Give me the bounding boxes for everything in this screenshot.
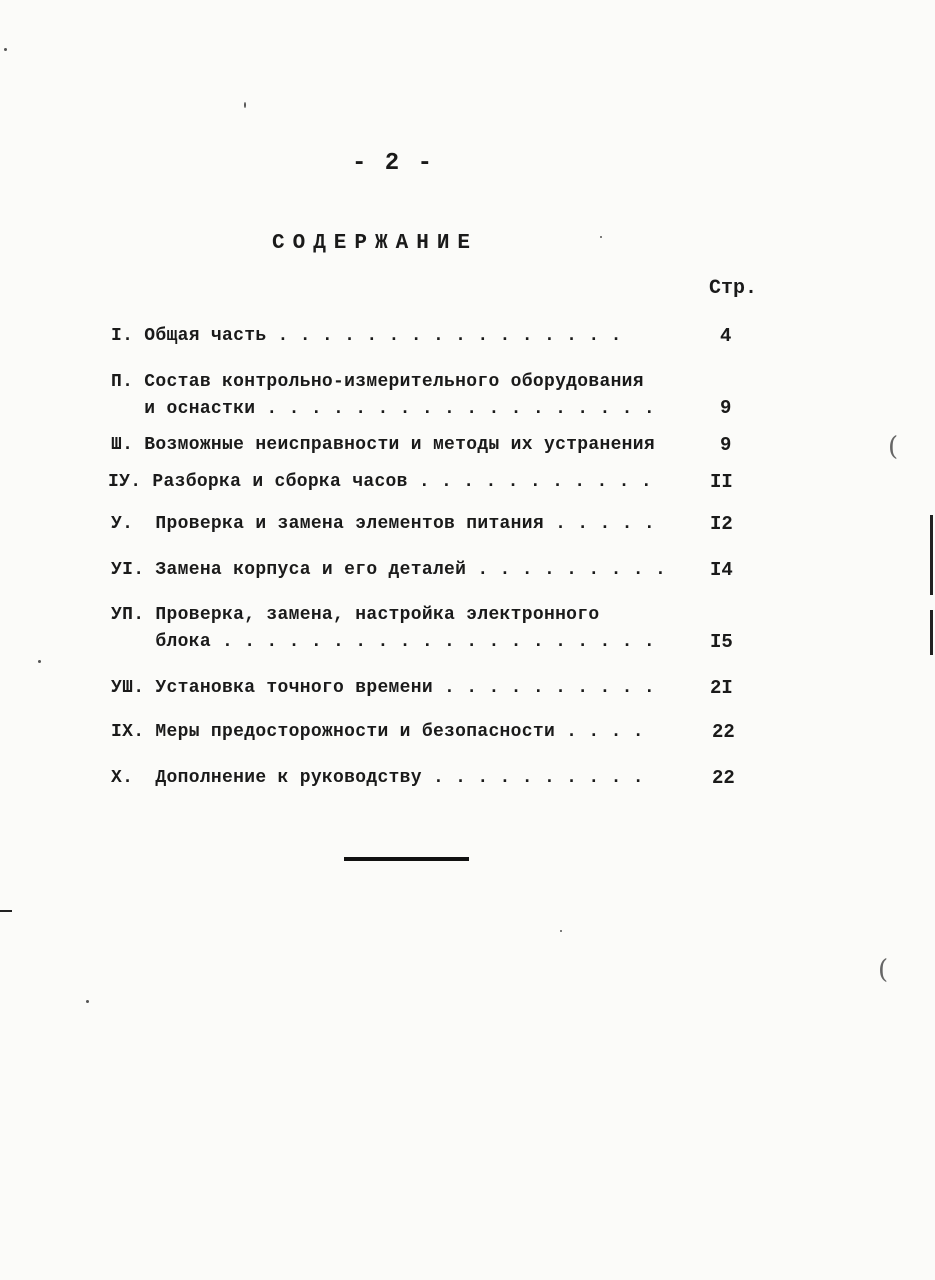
scan-mark-icon: ( <box>878 955 889 985</box>
toc-entry-1-page: 4 <box>720 325 732 347</box>
toc-entry-7-text-cont: блока . . . . . . . . . . . . . . . . . . . . <box>111 632 655 652</box>
toc-entry-9-page: 22 <box>712 721 735 743</box>
page-edge-mark <box>0 910 12 912</box>
toc-entry-10-page: 22 <box>712 767 735 789</box>
toc-entry-6-page: I4 <box>710 559 733 581</box>
toc-entry-2-page: 9 <box>720 397 732 419</box>
scan-speck <box>560 930 562 932</box>
scan-speck <box>600 236 602 238</box>
page-title: СОДЕРЖАНИЕ <box>272 232 479 255</box>
scan-speck <box>244 102 246 108</box>
toc-entry-8-page: 2I <box>710 677 733 699</box>
toc-entry-3-page: 9 <box>720 434 732 456</box>
scan-speck <box>86 1000 89 1003</box>
toc-entry-7-page: I5 <box>710 631 733 653</box>
toc-entry-2-text-cont: и оснастки . . . . . . . . . . . . . . . . . . <box>111 399 655 419</box>
closing-rule <box>344 857 469 861</box>
scan-speck <box>4 48 7 51</box>
scan-speck <box>38 660 41 663</box>
toc-entry-9-text: IX. Меры предосторожности и безопасности . . . . <box>111 722 644 742</box>
page-edge-mark <box>930 610 933 655</box>
page-number: - 2 - <box>352 150 435 177</box>
scan-mark-icon: ( <box>888 432 899 462</box>
toc-entry-5-text: У. Проверка и замена элементов питания . . . . . <box>111 514 655 534</box>
toc-entry-5-page: I2 <box>710 513 733 535</box>
toc-entry-8-text: УШ. Установка точного времени . . . . . . . . . . <box>111 678 655 698</box>
toc-entry-6-text: УI. Замена корпуса и его деталей . . . . . . . . . <box>111 560 667 580</box>
toc-entry-4-text: IУ. Разборка и сборка часов . . . . . . . . . . . <box>108 472 652 492</box>
toc-entry-3-text: Ш. Возможные неисправности и методы их устранения <box>111 435 655 455</box>
page-edge-mark <box>930 515 933 595</box>
page-column-header: Стр. <box>709 277 758 300</box>
toc-entry-1-text: I. Общая часть . . . . . . . . . . . . . . . . <box>111 326 622 346</box>
toc-entry-4-page: II <box>710 471 733 493</box>
toc-entry-10-text: X. Дополнение к руководству . . . . . . . . . . <box>111 768 644 788</box>
toc-entry-2-text: П. Состав контрольно-измерительного оборудования <box>111 372 644 392</box>
toc-entry-7-text: УП. Проверка, замена, настройка электронного <box>111 605 600 625</box>
